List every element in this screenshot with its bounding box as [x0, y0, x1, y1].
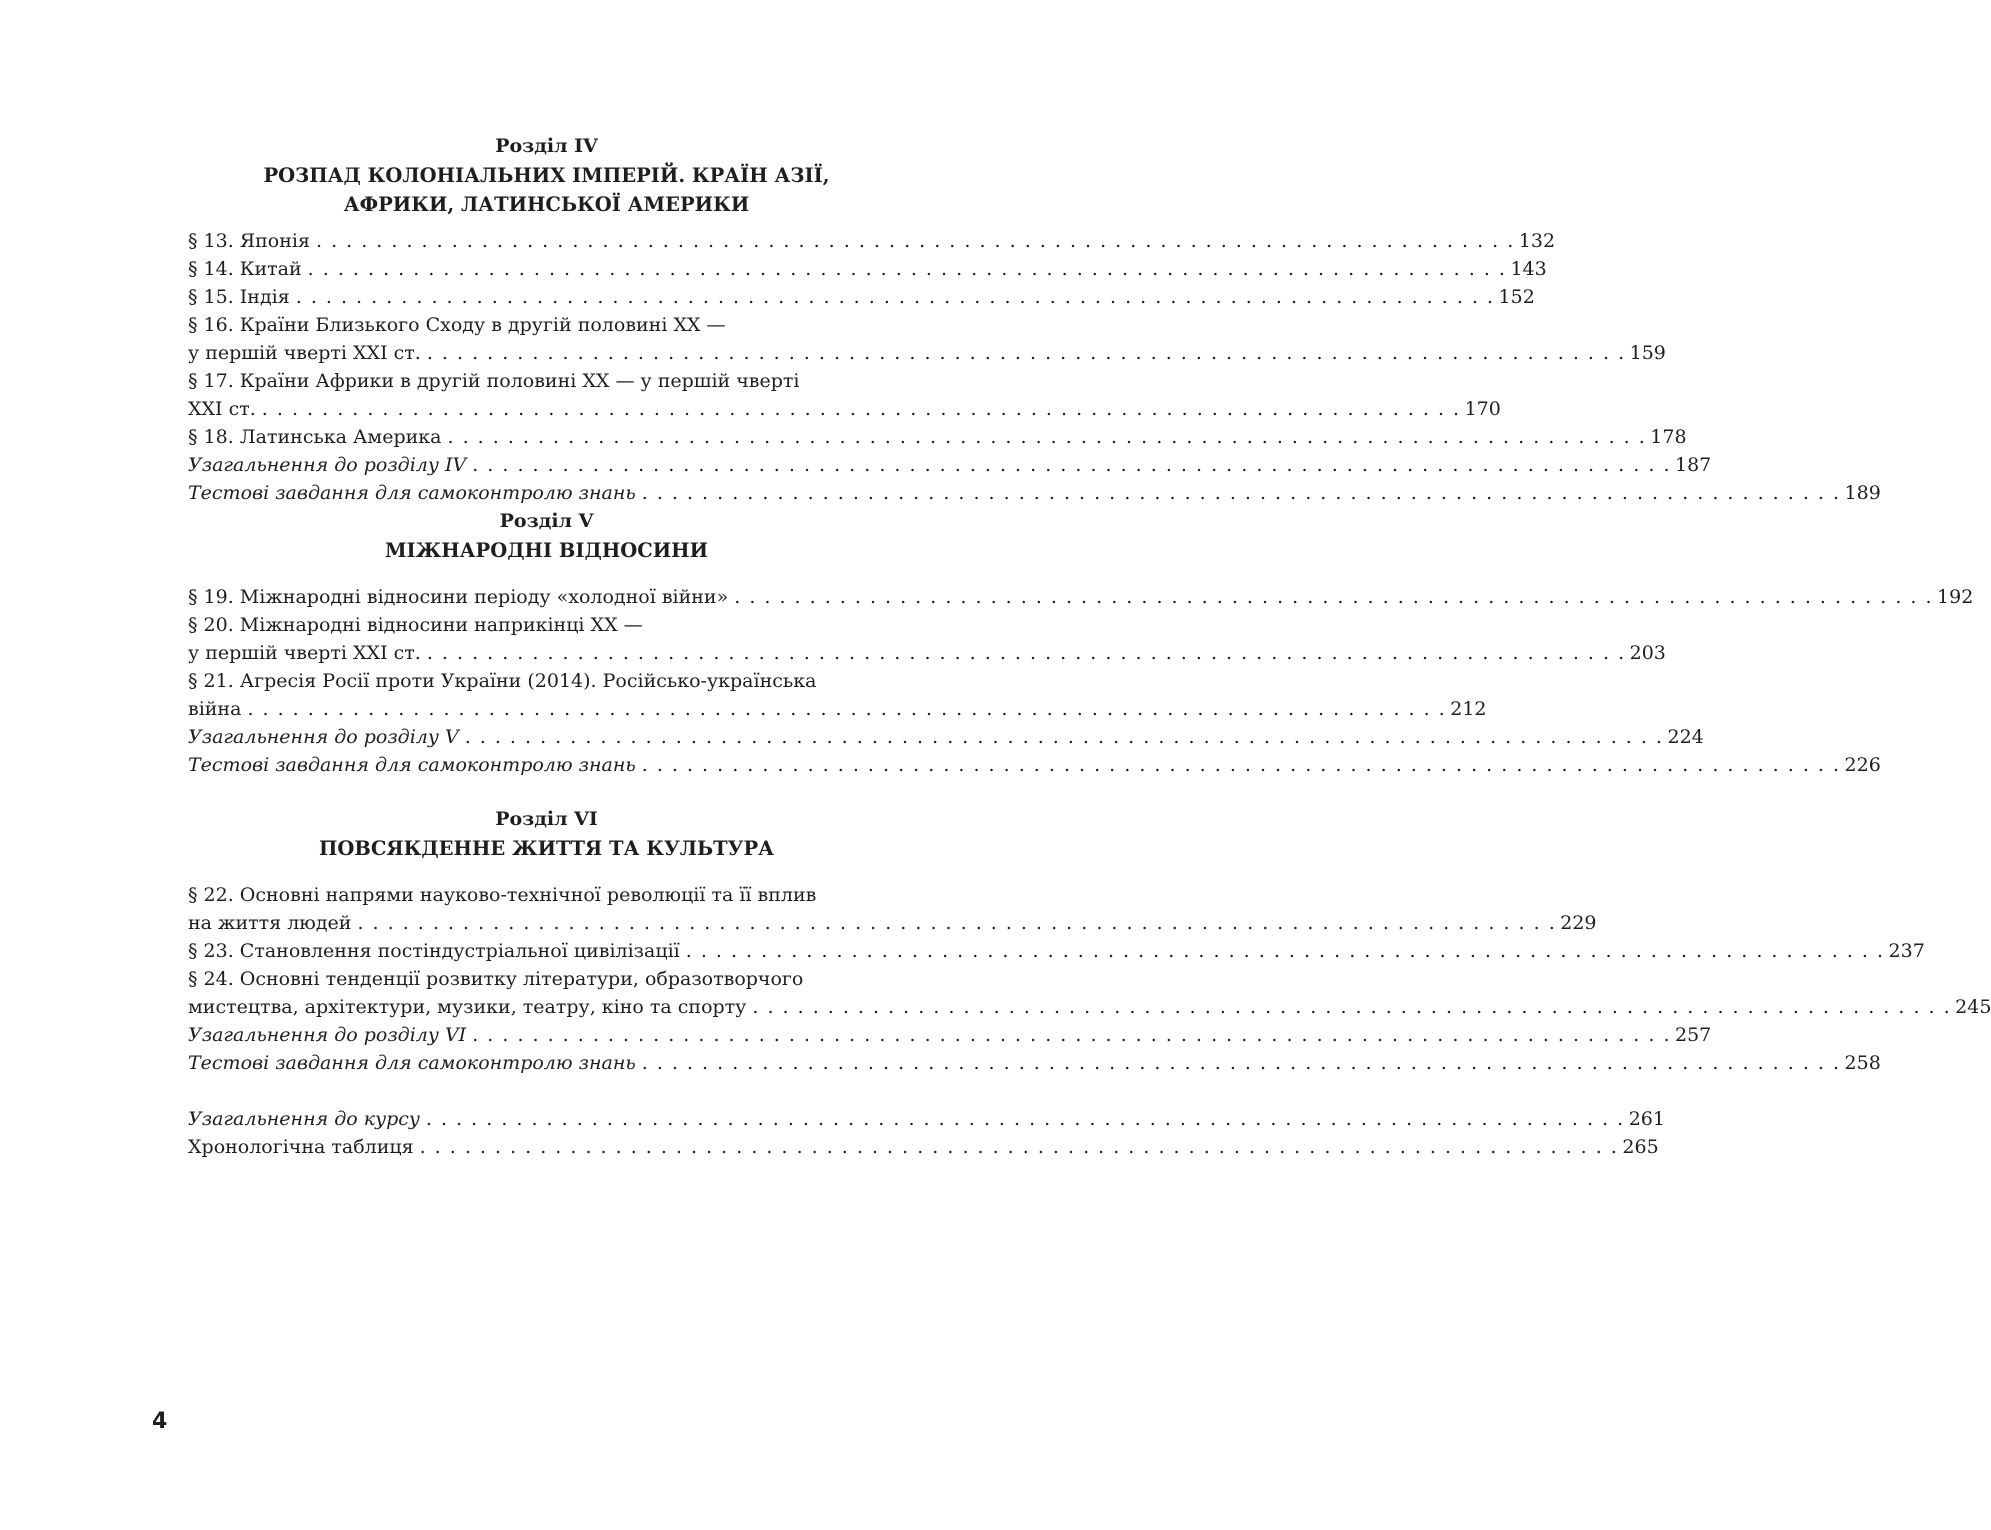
entry-page: 237	[1888, 940, 1925, 962]
entry-title-cont: війна	[188, 698, 242, 720]
entry-title: Узагальнення до курсу	[188, 1108, 420, 1130]
entry-page: 258	[1844, 1052, 1881, 1074]
section-title-line: АФРИКИ, ЛАТИНСЬКОЇ АМЕРИКИ	[343, 193, 750, 216]
toc-entry[interactable]	[188, 1105, 1665, 1133]
toc-entry-first-line[interactable]: § 24. Основні тенденції розвитку літератури, образотворчого	[188, 968, 804, 990]
toc-entry[interactable]	[188, 993, 1991, 1021]
section-v	[188, 507, 1974, 779]
section-title-line: ПОВСЯКДЕННЕ ЖИТТЯ ТА КУЛЬТУРА	[318, 837, 774, 860]
entry-page: 187	[1675, 454, 1712, 476]
entry-page: 192	[1937, 586, 1974, 608]
section-title-line: МІЖНАРОДНІ ВІДНОСИНИ	[384, 539, 709, 562]
toc-entry[interactable]	[188, 639, 1666, 667]
toc-entry[interactable]	[188, 255, 1547, 283]
dot-leader: . . . . . . . . . . . . . . . . . . . . . . . . . . . . . . . . . . . . . . . . . . . . . . . . . . . . . . . . . . . . . . . . . . . . . . . . . . . . . . . .	[464, 726, 1664, 748]
entry-title: § 15. Індія	[188, 286, 290, 308]
end-entries	[188, 1105, 1665, 1161]
entry-title: Узагальнення до розділу VI	[188, 1024, 467, 1046]
dot-leader: . . . . . . . . . . . . . . . . . . . . . . . . . . . . . . . . . . . . . . . . . . . . . . . . . . . . . . . . . . . . . . . . . . . . . . . . . . . . . . . .	[295, 286, 1495, 308]
entry-title-cont: у першій чверті XXI ст.	[188, 642, 421, 664]
toc-entry[interactable]	[188, 937, 1925, 965]
table-of-contents	[188, 132, 1991, 1161]
entry-page: 143	[1510, 258, 1547, 280]
entry-title-cont: у першій чверті XXI ст.	[188, 342, 421, 364]
toc-entry-first-line[interactable]: § 21. Агресія Росії проти України (2014). Російсько-українська	[188, 670, 817, 692]
dot-leader: . . . . . . . . . . . . . . . . . . . . . . . . . . . . . . . . . . . . . . . . . . . . . . . . . . . . . . . . . . . . . . . . . . . . . . . . . . . . . . . .	[752, 996, 1952, 1018]
entry-page: 170	[1464, 398, 1501, 420]
entry-title: Хронологічна таблиця	[188, 1136, 414, 1158]
dot-leader: . . . . . . . . . . . . . . . . . . . . . . . . . . . . . . . . . . . . . . . . . . . . . . . . . . . . . . . . . . . . . . . . . . . . . . . . . . . . . . . .	[472, 1024, 1671, 1046]
entry-title: Тестові завдання для самоконтролю знань	[188, 754, 636, 776]
entry-page: 178	[1650, 426, 1687, 448]
toc-entry[interactable]	[188, 283, 1535, 311]
toc-entry-first-line[interactable]: § 20. Міжнародні відносини наприкінці XX —	[188, 614, 643, 636]
entry-page: 229	[1560, 912, 1597, 934]
dot-leader: . . . . . . . . . . . . . . . . . . . . . . . . . . . . . . . . . . . . . . . . . . . . . . . . . . . . . . . . . . . . . . . . . . . . . . . . . . . . . . . .	[641, 482, 1841, 504]
section-label: Розділ VI	[495, 808, 598, 830]
dot-leader: . . . . . . . . . . . . . . . . . . . . . . . . . . . . . . . . . . . . . . . . . . . . . . . . . . . . . . . . . . . . . . . . . . . . . . . . . . . . . . . .	[447, 426, 1647, 448]
dot-leader: . . . . . . . . . . . . . . . . . . . . . . . . . . . . . . . . . . . . . . . . . . . . . . . . . . . . . . . . . . . . . . . . . . . . . . . . . . . . . . . .	[315, 230, 1515, 252]
toc-entry[interactable]	[188, 1021, 1712, 1049]
section-label: Розділ IV	[495, 135, 598, 157]
toc-entry[interactable]	[188, 1133, 1659, 1161]
dot-leader: . . . . . . . . . . . . . . . . . . . . . . . . . . . . . . . . . . . . . . . . . . . . . . . . . . . . . . . . . . . . . . . . . . . . . . . . . . . . . . . .	[247, 698, 1447, 720]
dot-leader: . . . . . . . . . . . . . . . . . . . . . . . . . . . . . . . . . . . . . . . . . . . . . . . . . . . . . . . . . . . . . . . . . . . . . . . . . . . . . . . .	[261, 398, 1461, 420]
toc-entry[interactable]	[188, 395, 1501, 423]
toc-entry[interactable]	[188, 751, 1881, 779]
section-vi	[188, 805, 1991, 1077]
dot-leader: . . . . . . . . . . . . . . . . . . . . . . . . . . . . . . . . . . . . . . . . . . . . . . . . . . . . . . . . . . . . . . . . . . . . . . . . . . . . . . . .	[419, 1136, 1619, 1158]
toc-entry[interactable]	[188, 451, 1712, 479]
dot-leader: . . . . . . . . . . . . . . . . . . . . . . . . . . . . . . . . . . . . . . . . . . . . . . . . . . . . . . . . . . . . . . . . . . . . . . . . . . . . . . . .	[425, 1108, 1625, 1130]
entry-page: 245	[1955, 996, 1991, 1018]
entry-page: 159	[1629, 342, 1666, 364]
entry-page: 203	[1629, 642, 1666, 664]
entry-title-cont: на життя людей	[188, 912, 352, 934]
toc-entry[interactable]	[188, 479, 1881, 507]
dot-leader: . . . . . . . . . . . . . . . . . . . . . . . . . . . . . . . . . . . . . . . . . . . . . . . . . . . . . . . . . . . . . . . . . . . . . . . . . . . . . . . .	[472, 454, 1671, 476]
dot-leader: . . . . . . . . . . . . . . . . . . . . . . . . . . . . . . . . . . . . . . . . . . . . . . . . . . . . . . . . . . . . . . . . . . . . . . . . . . . . . . . .	[641, 1052, 1841, 1074]
dot-leader: . . . . . . . . . . . . . . . . . . . . . . . . . . . . . . . . . . . . . . . . . . . . . . . . . . . . . . . . . . . . . . . . . . . . . . . . . . . . . . . .	[426, 642, 1626, 664]
toc-entry-first-line[interactable]: § 17. Країни Африки в другій половині XX — у першій чверті	[188, 370, 800, 392]
dot-leader: . . . . . . . . . . . . . . . . . . . . . . . . . . . . . . . . . . . . . . . . . . . . . . . . . . . . . . . . . . . . . . . . . . . . . . . . . . . . . . . .	[734, 586, 1934, 608]
toc-entry-first-line[interactable]: § 16. Країни Близького Сходу в другій половині XX —	[188, 314, 726, 336]
dot-leader: . . . . . . . . . . . . . . . . . . . . . . . . . . . . . . . . . . . . . . . . . . . . . . . . . . . . . . . . . . . . . . . . . . . . . . . . . . . . . . . .	[307, 258, 1507, 280]
entry-title: § 14. Китай	[188, 258, 302, 280]
dot-leader: . . . . . . . . . . . . . . . . . . . . . . . . . . . . . . . . . . . . . . . . . . . . . . . . . . . . . . . . . . . . . . . . . . . . . . . . . . . . . . . .	[641, 754, 1841, 776]
entry-title: § 13. Японія	[188, 230, 310, 252]
dot-leader: . . . . . . . . . . . . . . . . . . . . . . . . . . . . . . . . . . . . . . . . . . . . . . . . . . . . . . . . . . . . . . . . . . . . . . . . . . . . . . . .	[357, 912, 1557, 934]
section-title-line: РОЗПАД КОЛОНІАЛЬНИХ ІМПЕРІЙ. КРАЇН АЗІЇ,	[263, 164, 830, 187]
toc-entry[interactable]	[188, 227, 1556, 255]
entry-page: 261	[1628, 1108, 1665, 1130]
entry-page: 265	[1622, 1136, 1659, 1158]
entry-title: § 23. Становлення постіндустріальної цивілізації	[188, 940, 680, 962]
entry-title: § 19. Міжнародні відносини періоду «холодної війни»	[188, 586, 729, 608]
entry-title: Тестові завдання для самоконтролю знань	[188, 482, 636, 504]
toc-entry-first-line[interactable]: § 22. Основні напрями науково-технічної революції та її вплив	[188, 884, 817, 906]
entry-title: Узагальнення до розділу V	[188, 726, 459, 748]
entry-page: 152	[1498, 286, 1535, 308]
toc-entry[interactable]	[188, 909, 1597, 937]
page-number: 4	[152, 1409, 168, 1434]
toc-entry[interactable]	[188, 339, 1666, 367]
entry-title-cont: мистецтва, архітектури, музики, театру, кіно та спорту	[188, 996, 747, 1018]
toc-entry[interactable]	[188, 723, 1704, 751]
toc-entry[interactable]	[188, 695, 1487, 723]
section-iv	[188, 132, 1881, 507]
entry-page: 212	[1450, 698, 1487, 720]
entry-page: 257	[1675, 1024, 1712, 1046]
entry-title: Узагальнення до розділу IV	[188, 454, 467, 476]
entry-page: 189	[1844, 482, 1881, 504]
entry-page: 224	[1667, 726, 1704, 748]
toc-entry[interactable]	[188, 1049, 1881, 1077]
entry-title: § 18. Латинська Америка	[188, 426, 442, 448]
entry-title-cont: XXI ст.	[188, 398, 256, 420]
toc-entry[interactable]	[188, 423, 1687, 451]
dot-leader: . . . . . . . . . . . . . . . . . . . . . . . . . . . . . . . . . . . . . . . . . . . . . . . . . . . . . . . . . . . . . . . . . . . . . . . . . . . . . . . .	[685, 940, 1885, 962]
entry-title: Тестові завдання для самоконтролю знань	[188, 1052, 636, 1074]
toc-entry[interactable]	[188, 583, 1974, 611]
dot-leader: . . . . . . . . . . . . . . . . . . . . . . . . . . . . . . . . . . . . . . . . . . . . . . . . . . . . . . . . . . . . . . . . . . . . . . . . . . . . . . . .	[426, 342, 1626, 364]
entry-page: 226	[1844, 754, 1881, 776]
entry-page: 132	[1518, 230, 1556, 252]
section-label: Розділ V	[499, 510, 594, 532]
